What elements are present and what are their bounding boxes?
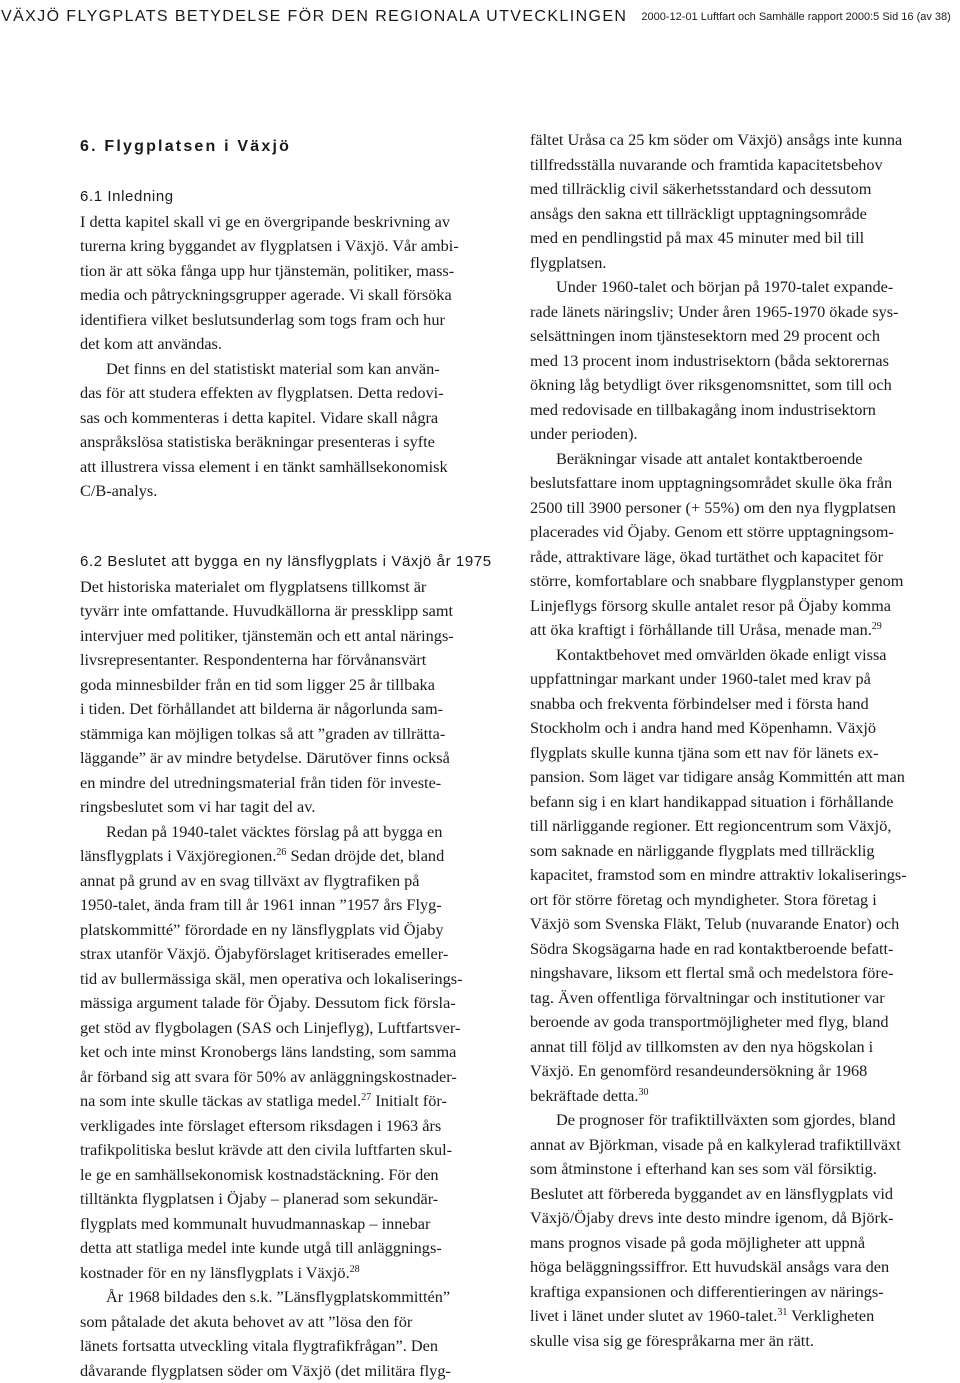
text-line: livsrepresentanter. Respondenterna har förvånansvärt (80, 650, 427, 670)
text-line: år förband sig att svara för 50% av anläggningskostnader- (80, 1066, 457, 1086)
text-line: das för att studera effekten av flygplatsen. Detta redovi- (80, 383, 444, 403)
text-line: annat på grund av en svag tillväxt av flygtrafiken på (80, 870, 420, 890)
footnote-ref: 26 (276, 847, 287, 859)
text-line: tilltänkta flygplatsen i Öjaby – planerad som sekundär- (80, 1189, 439, 1209)
paragraph (80, 357, 506, 504)
text-line: tag. Även offentliga förvaltningar och institutioner var (530, 987, 885, 1007)
text-line: Under 1960-talet och början på 1970-talet expande- (556, 277, 894, 296)
text-line: mans prognos visade på goda möjligheter att uppnå (530, 1232, 866, 1252)
text-line: na som inte skulle täckas av statliga medel.$^{27}$ Initialt för- (80, 1091, 447, 1111)
text-line: ringsbeslutet som vi har tagit del av. (80, 797, 316, 817)
running-header (0, 0, 960, 34)
paragraph-gap (80, 504, 506, 529)
paragraph (80, 575, 506, 820)
text-line: I detta kapitel skall vi ge en övergripande beskrivning av (80, 211, 450, 231)
text-line: annat av Björkman, visade på en kalkylerad trafiktillväxt (530, 1134, 901, 1154)
text-line: snabba och frekventa förbindelser med i första hand (530, 693, 869, 713)
line-tail: $^{27}$ Initialt för- (361, 1091, 447, 1111)
footnote-ref: 29 (871, 621, 882, 632)
text-line: bekräftade detta.$^{30}$ (530, 1085, 649, 1105)
text-line: uppfattningar markant under 1960-talet med krav på (530, 669, 871, 688)
text-line: till närliggande regioner. Ett regioncentrum som Växjö, (530, 816, 892, 835)
text-line: detta att statliga medel inte kunde utgå till anläggnings- (80, 1238, 442, 1258)
paragraph (530, 275, 954, 447)
text-line: Det historiska materialet om flygplatsens tillkomst är (80, 576, 427, 596)
text-line: placerades vid Öjaby. Genom ett större upptagningsom- (530, 522, 894, 541)
report-meta: 2000-12-01 Luftfart och Samhälle rapport 2000:5 Sid 16 (av 38) (641, 11, 951, 23)
footnote-ref: 30 (638, 1086, 649, 1098)
text-line: Växjö/Öjaby drevs inte desto mindre igenom, då Björk- (530, 1208, 894, 1227)
text-line: beslutsfattare inom upptagningsområdet skulle öka från (530, 473, 893, 492)
text-line: C/B-analys. (80, 481, 158, 501)
footnote-ref: 28 (349, 1263, 360, 1275)
text-line: strax utanför Växjö. Öjabyförslaget kritiserades emeller- (80, 944, 449, 964)
text-line: År 1968 bildades den s.k. ”Länsflygplatskommittén” (106, 1287, 451, 1307)
text-line: med tillräcklig civil säkerhetsstandard och dessutom (530, 179, 872, 198)
text-line: Stockholm och i andra hand med Köpenhamn. Växjö (530, 718, 877, 737)
text-line: rade länets näringsliv; Under åren 1965-1970 ökade sys- (530, 301, 899, 321)
text-line: med redovisade en tillbakagång inom industrisektorn (530, 399, 876, 419)
text-line: tion är att söka fånga upp hur tjänstemän, politiker, mass- (80, 260, 455, 280)
text-line: Beräkningar visade att antalet kontaktberoende (556, 448, 863, 468)
text-line: De prognoser för trafiktillväxten som gjordes, bland (556, 1110, 896, 1129)
text-line: kapacitet, framstod som en mindre attraktiv lokaliserings- (530, 865, 907, 884)
text-line: en mindre del utredningsmaterial från tiden för investe- (80, 772, 442, 792)
text-line: råde, attraktivare läge, ökad turtäthet och kapacitet för (530, 546, 884, 566)
right-column (530, 128, 954, 1353)
text-line: ort för större företag och myndigheter. Stora företag i (530, 889, 877, 909)
text-line: trafikpolitiska beslut krävde att den civila luftfarten skul- (80, 1140, 453, 1160)
footnote-ref: 27 (361, 1092, 372, 1104)
text-line: Kontaktbehovet med omvärlden ökade enligt vissa (556, 644, 887, 664)
text-line: under perioden). (530, 424, 638, 443)
text-line: Växjö som Svenska Fläkt, Telub (nuvarande Enator) och (530, 914, 900, 933)
text-line: länets fortsatta utveckling vitala flygtrafikfrågan”. Den (80, 1336, 439, 1356)
text-line: Södra Skogsägarna hade en rad kontaktberoende befatt- (530, 938, 894, 958)
text-line: turerna kring byggandet av flygplatsen i Växjö. Vår ambi- (80, 236, 459, 256)
paragraph (80, 820, 506, 1286)
paragraph (80, 1285, 506, 1383)
text-line: selsättningen inom tjänstesektorn med 29 procent och (530, 326, 880, 345)
text-line: stämmiga kan möjligen tolkas så att ”graden av tillrätta- (80, 723, 446, 743)
line-tail (350, 1263, 360, 1282)
text-line: flygplats skulle kunna tjäna som ett nav för länets ex- (530, 742, 879, 762)
text-line: läggande” är av mindre betydelse. Därutöver finns också (80, 748, 450, 768)
text-line: Beslutet att förbereda byggandet av en länsflygplats vid (530, 1183, 894, 1203)
text-line: som saknade en närliggande flygplats med tillräcklig (530, 840, 875, 860)
text-line: anspråkslösa statistiska beräkningar presenteras i syfte (80, 432, 435, 452)
paragraph (530, 128, 954, 275)
text-line: flygplatsen. (530, 252, 607, 272)
text-line: skulle visa sig ge förespråkarna mer än rätt. (530, 1330, 814, 1350)
text-line: verkligades inte förslaget eftersom riksdagen i 1963 års (80, 1115, 442, 1135)
text-line: sas och kommenteras i detta kapitel. Vidare skall några (80, 407, 439, 427)
paragraph (530, 1108, 954, 1353)
line-tail: $^{26}$ Sedan dröjde det, bland (276, 846, 445, 866)
text-line: ningshavare, liksom ett flertal små och medelstora före- (530, 963, 894, 982)
line-tail: $^{31}$ Verkligheten (777, 1306, 875, 1325)
section-heading-6-2: 6.2 Beslutet att bygga en ny länsflygplats i Växjö år 1975 (80, 553, 492, 571)
text-line: som påtalade det akuta behovet av att ”lösa den för (80, 1311, 413, 1331)
text-line: större, komfortablare och snabbare flygplanstyper genom (530, 571, 904, 590)
text-line: kraftiga expansionen och differentieringen av närings- (530, 1281, 884, 1301)
text-line: media och påtryckningsgrupper agerade. Vi skall försöka (80, 285, 452, 305)
text-line: goda minnesbilder från en tid som ligger 25 år tillbaka (80, 674, 435, 694)
text-line: tyvärr inte omfattande. Huvudkällorna är pressklipp samt (80, 601, 454, 621)
text-line: ansågs den sakna ett tillräckligt upptagningsområde (530, 203, 867, 223)
text-line: ökning låg betydligt över riksgenomsnittet, som till och (530, 375, 892, 394)
text-line: platskommitté” förordade en ny länsflygplats vid Öjaby (80, 919, 444, 939)
footnote-ref: 31 (777, 1307, 788, 1318)
text-line: i tiden. Det förhållandet att bilderna är någorlunda sam- (80, 699, 444, 719)
section-heading-6-1: 6.1 Inledning (80, 188, 174, 205)
left-column (80, 128, 506, 1383)
text-line: med en pendlingstid på max 45 minuter med bil till (530, 228, 865, 247)
text-line: länsflygplats i Växjöregionen.$^{26}$ Sedan dröjde det, bland (80, 846, 445, 866)
text-line: Redan på 1940-talet väcktes förslag på att bygga en (106, 821, 443, 841)
text-line: 1950-talet, ända fram till år 1961 innan ”1957 års Flyg- (80, 895, 442, 915)
text-line: höga beläggningssiffror. Ett huvudskäl ansågs vara den (530, 1257, 890, 1276)
text-line: att öka kraftigt i förhållande till Uråsa, menade man.$^{29}$ (530, 620, 882, 639)
text-line: ket och inte minst Kronobergs läns landsting, som samma (80, 1042, 457, 1062)
text-line: intervjuer med politiker, tjänstemän och ett antal närings- (80, 625, 454, 645)
report-title: VÄXJÖ FLYGPLATS BETYDELSE FÖR DEN REGIONALA UTVECKLINGEN (1, 8, 628, 25)
paragraph (530, 447, 954, 643)
text-line: identifiera vilket beslutsunderlag som togs fram och hur (80, 309, 445, 329)
text-line: Växjö. En genomförd resandeundersökning år 1968 (530, 1061, 868, 1080)
text-line: att illustrera vissa element i en tänkt samhällsekonomisk (80, 456, 448, 476)
text-line: kostnader för en ny länsflygplats i Växjö.$^{28}$ (80, 1262, 360, 1282)
line-tail (872, 620, 882, 639)
text-line: livet i länet under slutet av 1960-talet.$^{31}$ Verkligheten (530, 1306, 875, 1325)
chapter-heading: 6. Flygplatsen i Växjö (80, 138, 292, 155)
text-line: annat till följd av tillkomsten av den nya högskolan i (530, 1036, 874, 1056)
text-line: beroende av goda transportmöjligheter med flyg, bland (530, 1012, 889, 1031)
line-tail (638, 1086, 648, 1105)
paragraph (530, 643, 954, 1109)
text-line: som åtminstone i efterhand kan ses som väl försiktig. (530, 1159, 877, 1178)
text-line: le ge en samhällsekonomisk kostnadstäckning. För den (80, 1164, 439, 1184)
text-line: flygplats med kommunalt huvudmannaskap – innebar (80, 1213, 431, 1233)
text-line: tid av bullermässiga skäl, men operativa och lokaliserings- (80, 968, 463, 988)
text-line: dåvarande flygplatsen söder om Växjö (det militära flyg- (80, 1360, 451, 1380)
text-line: det kom att användas. (80, 334, 222, 354)
text-line: Linjeflygs försorg skulle antalet resor på Öjaby komma (530, 595, 891, 615)
text-line: Det finns en del statistiskt material som kan använ- (106, 358, 440, 378)
text-line: med 13 procent inom industrisektorn (båda sektorernas (530, 350, 889, 370)
text-line: befann sig i en klart handikappad situation i förhållande (530, 791, 894, 811)
text-line: get stöd av flygbolagen (SAS och Linjeflyg), Luftfartsver- (80, 1017, 461, 1037)
text-line: fältet Uråsa ca 25 km söder om Växjö) ansågs inte kunna (530, 130, 903, 149)
text-line: 2500 till 3900 personer (+ 55%) om den nya flygplatsen (530, 497, 896, 517)
text-line: tillfredsställa nuvarande och framtida kapacitetsbehov (530, 154, 883, 174)
text-line: mässiga argument talade för Öjaby. Dessutom fick försla- (80, 993, 456, 1013)
text-line: pansion. Som läget var tidigare ansåg Kommittén att man (530, 767, 905, 786)
paragraph (80, 210, 506, 357)
